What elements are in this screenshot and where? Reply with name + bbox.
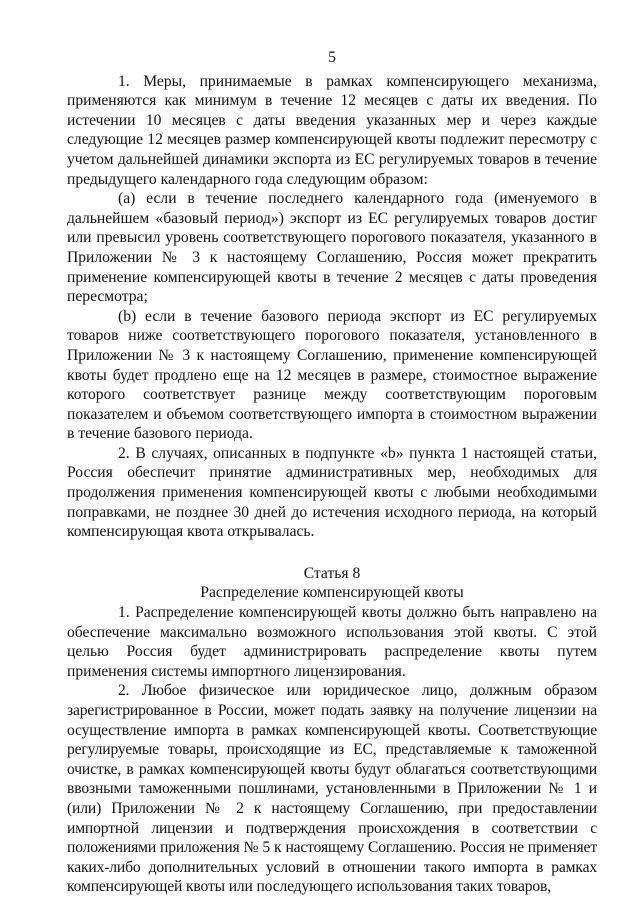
paragraph-1b: (b) если в течение базового периода экспорт из ЕС регулируемых товаров ниже соответствующего порогового показателя, установленного в Приложении № 3 к настоящему Соглашению, применение компенсирующей квоты будет продлено еще на 12 месяцев в размере, стоимостное выражение которого соответствует разнице между соответствующим пороговым показателем и объемом соответствующего импорта в стоимостном выражении в течение базового периода.	[67, 307, 597, 443]
article-paragraph-2: 2. Любое физическое или юридическое лицо, должным образом зарегистрированное в России, может подать заявку на получение лицензии на осуществление импорта в рамках компенсирующей квоты. Соответствующие регулируемые товары, происходящие из ЕС, представляемые к таможенной очистке, в рамках компенсирующей квоты будут облагаться соответствующими ввозными таможенными пошлинами, установленными в Приложении № 1 и (или) Приложении № 2 к настоящему Соглашению, при предоставлении импортной лицензии и подтверждения происхождения в соответствии с положениями приложения № 5 к настоящему Соглашению. Россия не применяет каких-либо дополнительных условий в отношении такого импорта в рамках компенсирующей квоты или последующего использования таких товаров,	[67, 682, 597, 896]
page-number: 5	[328, 49, 336, 66]
document-page	[67, 48, 597, 897]
section-gap	[67, 542, 597, 564]
paragraph-1a: (a) если в течение последнего календарного года (именуемого в дальнейшем «базовый период») экспорт из ЕС регулируемых товаров достиг или превысил уровень соответствующего порогового показателя, указанного в Приложении № 3 к настоящему Соглашению, Россия может прекратить применение компенсирующей квоты в течение 2 месяцев с даты проведения пересмотра;	[67, 190, 597, 306]
paragraph-1: 1. Меры, принимаемые в рамках компенсирующего механизма, применяются как минимум в течение 12 месяцев с даты их введения. По истечении 10 месяцев с даты введения указанных мер и через каждые следующие 12 месяцев размер компенсирующей квоты подлежит пересмотру с учетом дальнейшей динамики экспорта из ЕС регулируемых товаров в течение предыдущего календарного года следующим образом:	[67, 72, 597, 188]
article-paragraph-1: 1. Распределение компенсирующей квоты должно быть направлено на обеспечение максимально возможного использования этой квоты. С этой целью Россия будет администрировать распределение квоты путем применения системы импортного лицензирования.	[67, 604, 597, 680]
article-title: Статья 8	[303, 564, 361, 582]
article-subtitle: Распределение компенсирующей квоты	[200, 584, 464, 602]
paragraph-2: 2. В случаях, описанных в подпункте «b» пункта 1 настоящей статьи, Россия обеспечит принятие административных мер, необходимых для продолжения применения компенсирующей квоты с любыми необходимыми поправками, не позднее 30 дней до истечения исходного периода, на который компенсирующая квота открывалась.	[67, 444, 597, 541]
